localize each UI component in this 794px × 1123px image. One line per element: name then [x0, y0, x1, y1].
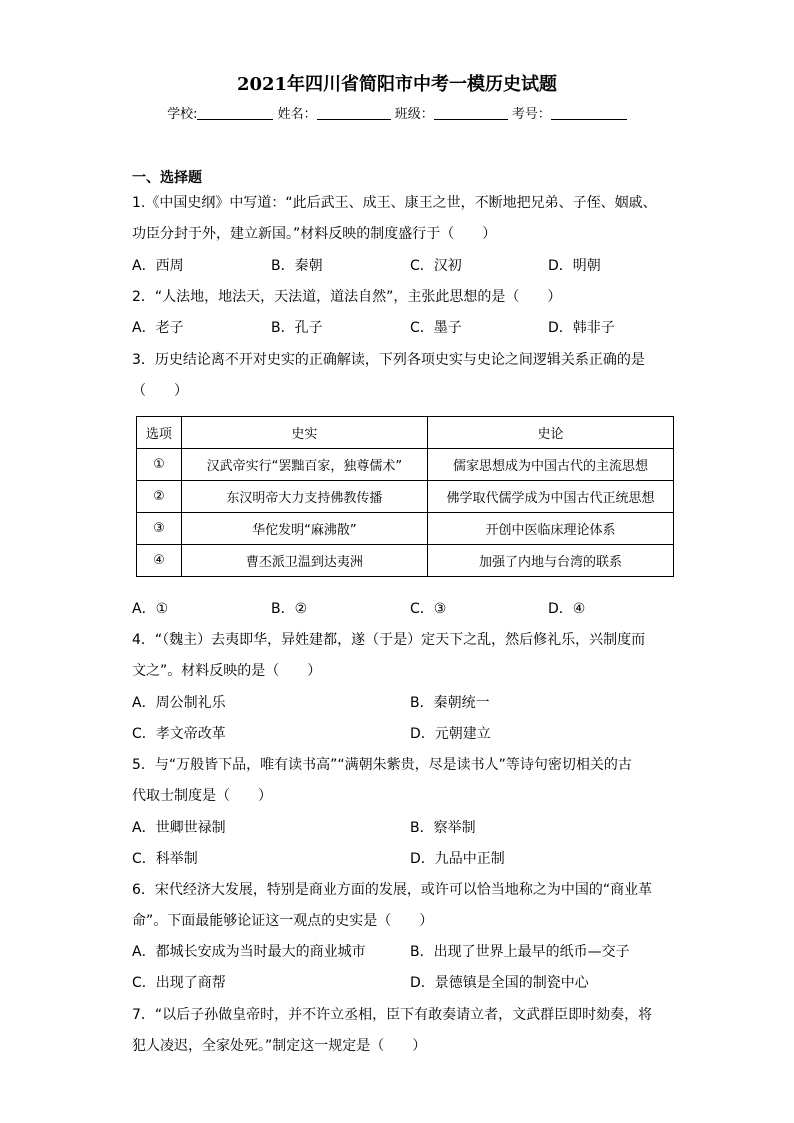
table-row [137, 481, 674, 513]
q2-option-d[interactable]: D．韩非子 [548, 320, 615, 336]
school-blank[interactable] [197, 105, 273, 120]
q4-option-b[interactable]: B．秦朝统一 [410, 695, 490, 711]
q6-option-a[interactable]: A．都城长安成为当时最大的商业城市 [132, 944, 366, 960]
q1-text-line1: 1.《中国史纲》中写道：“此后武王、成王、康王之世，不断地把兄弟、子侄、姻戚、 [132, 195, 657, 211]
table-cell-fact: 华佗发明“麻沸散” [181, 513, 427, 545]
q1-text-line2: 功臣分封于外，建立新国。”材料反映的制度盛行于（ ） [132, 226, 497, 242]
table-cell-thesis: 开创中医临床理论体系 [427, 513, 673, 545]
q5-option-c[interactable]: C．科举制 [132, 851, 198, 867]
q3-text-line2: （ ） [132, 383, 188, 399]
table-cell-thesis: 佛学取代儒学成为中国古代正统思想 [427, 481, 673, 513]
q2-option-c[interactable]: C．墨子 [410, 320, 462, 336]
q1-option-d[interactable]: D．明朝 [548, 258, 601, 274]
q2-option-b[interactable]: B．孔子 [271, 320, 323, 336]
table-cell-option: ① [137, 449, 182, 481]
q6-text-line1: 6．宋代经济大发展，特别是商业方面的发展，或许可以恰当地称之为中国的“商业革 [132, 882, 653, 898]
q5-option-d[interactable]: D．九品中正制 [410, 851, 505, 867]
table-cell-fact: 汉武帝实行“罢黜百家，独尊儒术” [181, 449, 427, 481]
table-cell-fact: 曹丕派卫温到达夷洲 [181, 545, 427, 577]
q4-text-line2: 文之”。材料反映的是（ ） [132, 663, 322, 679]
class-label: 班级： [394, 107, 434, 122]
table-row [137, 513, 674, 545]
table-row [137, 545, 674, 577]
q4-option-c[interactable]: C．孝文帝改革 [132, 726, 226, 742]
student-info-line [0, 103, 794, 122]
exam-no-label: 考号： [511, 107, 551, 122]
q7-text-line2: 犯人凌迟，全家处死。”制定这一规定是（ ） [132, 1038, 427, 1054]
q4-option-d[interactable]: D．元朝建立 [410, 726, 491, 742]
q4-option-a[interactable]: A．周公制礼乐 [132, 695, 226, 711]
table-header-row [137, 417, 674, 449]
exam-title: 2021年四川省简阳市中考一模历史试题 [236, 74, 558, 95]
q6-option-b[interactable]: B．出现了世界上最早的纸币—交子 [410, 944, 630, 960]
table-cell-thesis: 儒家思想成为中国古代的主流思想 [427, 449, 673, 481]
q3-option-c[interactable]: C．③ [410, 601, 447, 617]
table-cell-fact: 东汉明帝大力支持佛教传播 [181, 481, 427, 513]
table-header-thesis: 史论 [427, 417, 673, 449]
q5-option-b[interactable]: B．察举制 [410, 820, 476, 836]
table-cell-option: ④ [137, 545, 182, 577]
q2-option-a[interactable]: A．老子 [132, 320, 184, 336]
q6-option-c[interactable]: C．出现了商帮 [132, 975, 226, 991]
q3-option-b[interactable]: B．② [271, 601, 308, 617]
name-label: 姓名： [277, 107, 317, 122]
section-heading: 一、选择题 [132, 170, 202, 186]
school-label: 学校: [167, 107, 198, 122]
q5-option-a[interactable]: A．世卿世禄制 [132, 820, 226, 836]
table-row [137, 449, 674, 481]
q4-text-line1: 4．“（魏主）去夷即华，异姓建都，遂（于是）定天下之乱，然后修礼乐，兴制度而 [132, 632, 646, 648]
q1-option-a[interactable]: A．西周 [132, 258, 184, 274]
q3-option-a[interactable]: A．① [132, 601, 169, 617]
q2-text-line1: 2．“人法地，地法天，天法道，道法自然”，主张此思想的是（ ） [132, 289, 562, 305]
table-header-option: 选项 [137, 417, 182, 449]
q3-text-line1: 3．历史结论离不开对史实的正确解读，下列各项史实与史论之间逻辑关系正确的是 [132, 352, 645, 368]
q5-text-line2: 代取士制度是（ ） [132, 788, 272, 804]
history-table [136, 416, 674, 577]
q3-option-d[interactable]: D．④ [548, 601, 586, 617]
table-cell-thesis: 加强了内地与台湾的联系 [427, 545, 673, 577]
q5-text-line1: 5．与“万般皆下品，唯有读书高”“满朝朱紫贵，尽是读书人”等诗句密切相关的古 [132, 757, 632, 773]
q7-text-line1: 7．“以后子孙做皇帝时，并不许立丞相，臣下有敢奏请立者，文武群臣即时劾奏，将 [132, 1007, 653, 1023]
table-header-fact: 史实 [181, 417, 427, 449]
q1-option-c[interactable]: C．汉初 [410, 258, 462, 274]
q6-text-line2: 命”。下面最能够论证这一观点的史实是（ ） [132, 913, 434, 929]
q1-option-b[interactable]: B．秦朝 [271, 258, 323, 274]
class-blank[interactable] [434, 105, 508, 120]
q6-option-d[interactable]: D．景德镇是全国的制瓷中心 [410, 975, 589, 991]
table-cell-option: ② [137, 481, 182, 513]
exam-no-blank[interactable] [551, 105, 627, 120]
name-blank[interactable] [317, 105, 391, 120]
table-cell-option: ③ [137, 513, 182, 545]
